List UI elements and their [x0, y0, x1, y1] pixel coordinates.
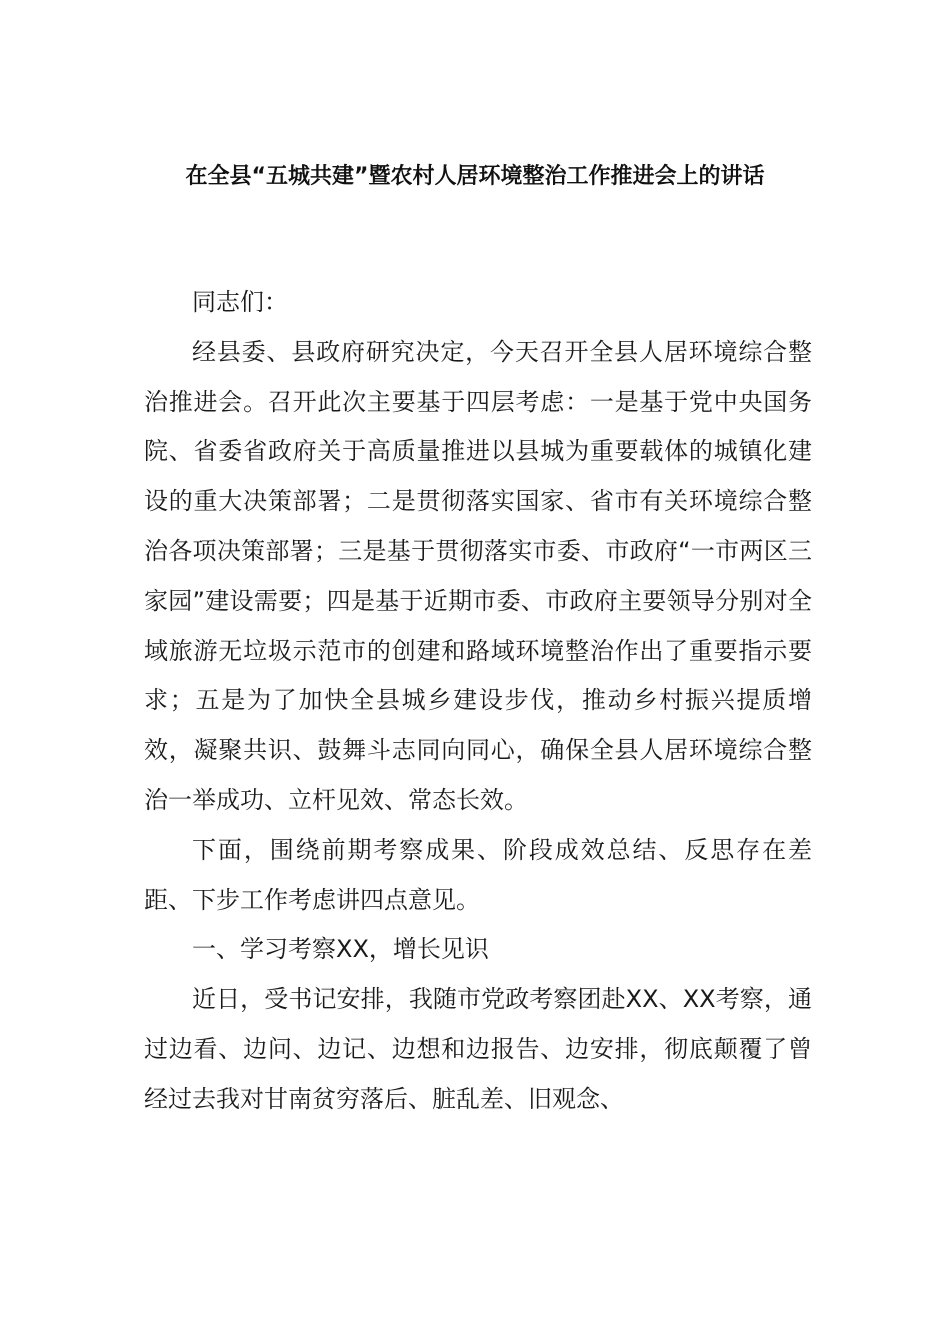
- section-paragraph: 近日，受书记安排，我随市党政考察团赴XX、XX考察，通过边看、边问、边记、边想和边报告、边安排，彻底颠覆了曾经过去我对甘南贫穷落后、脏乱差、旧观念、: [144, 985, 812, 1113]
- document-body: [144, 278, 812, 1125]
- document-title: 在全县“五城共建”暨农村人居环境整治工作推进会上的讲话: [185, 164, 765, 189]
- intro-paragraph: 经县委、县政府研究决定，今天召开全县人居环境综合整治推进会。召开此次主要基于四层考虑：一是基于党中央国务院、省委省政府关于高质量推进以县城为重要载体的城镇化建设的重大决策部署；二是贯彻落实国家、省市有关环境综合整治各项决策部署；三是基于贯彻落实市委、市政府“一市两区三家园”建设需要；四是基于近期市委、市政府主要领导分别对全域旅游无垃圾示范市的创建和路域环境整治作出了重要指示要求；五是为了加快全县城乡建设步伐，推动乡村振兴提质增效，凝聚共识、鼓舞斗志同向同心，确保全县人居环境综合整治一举成功、立杆见效、常态长效。: [144, 337, 812, 814]
- outline-paragraph: 下面，围绕前期考察成果、阶段成效总结、反思存在差距、下步工作考虑讲四点意见。: [144, 835, 812, 914]
- section-heading: 一、学习考察XX，增长见识: [192, 935, 489, 964]
- salutation-paragraph: 同志们：: [192, 288, 288, 316]
